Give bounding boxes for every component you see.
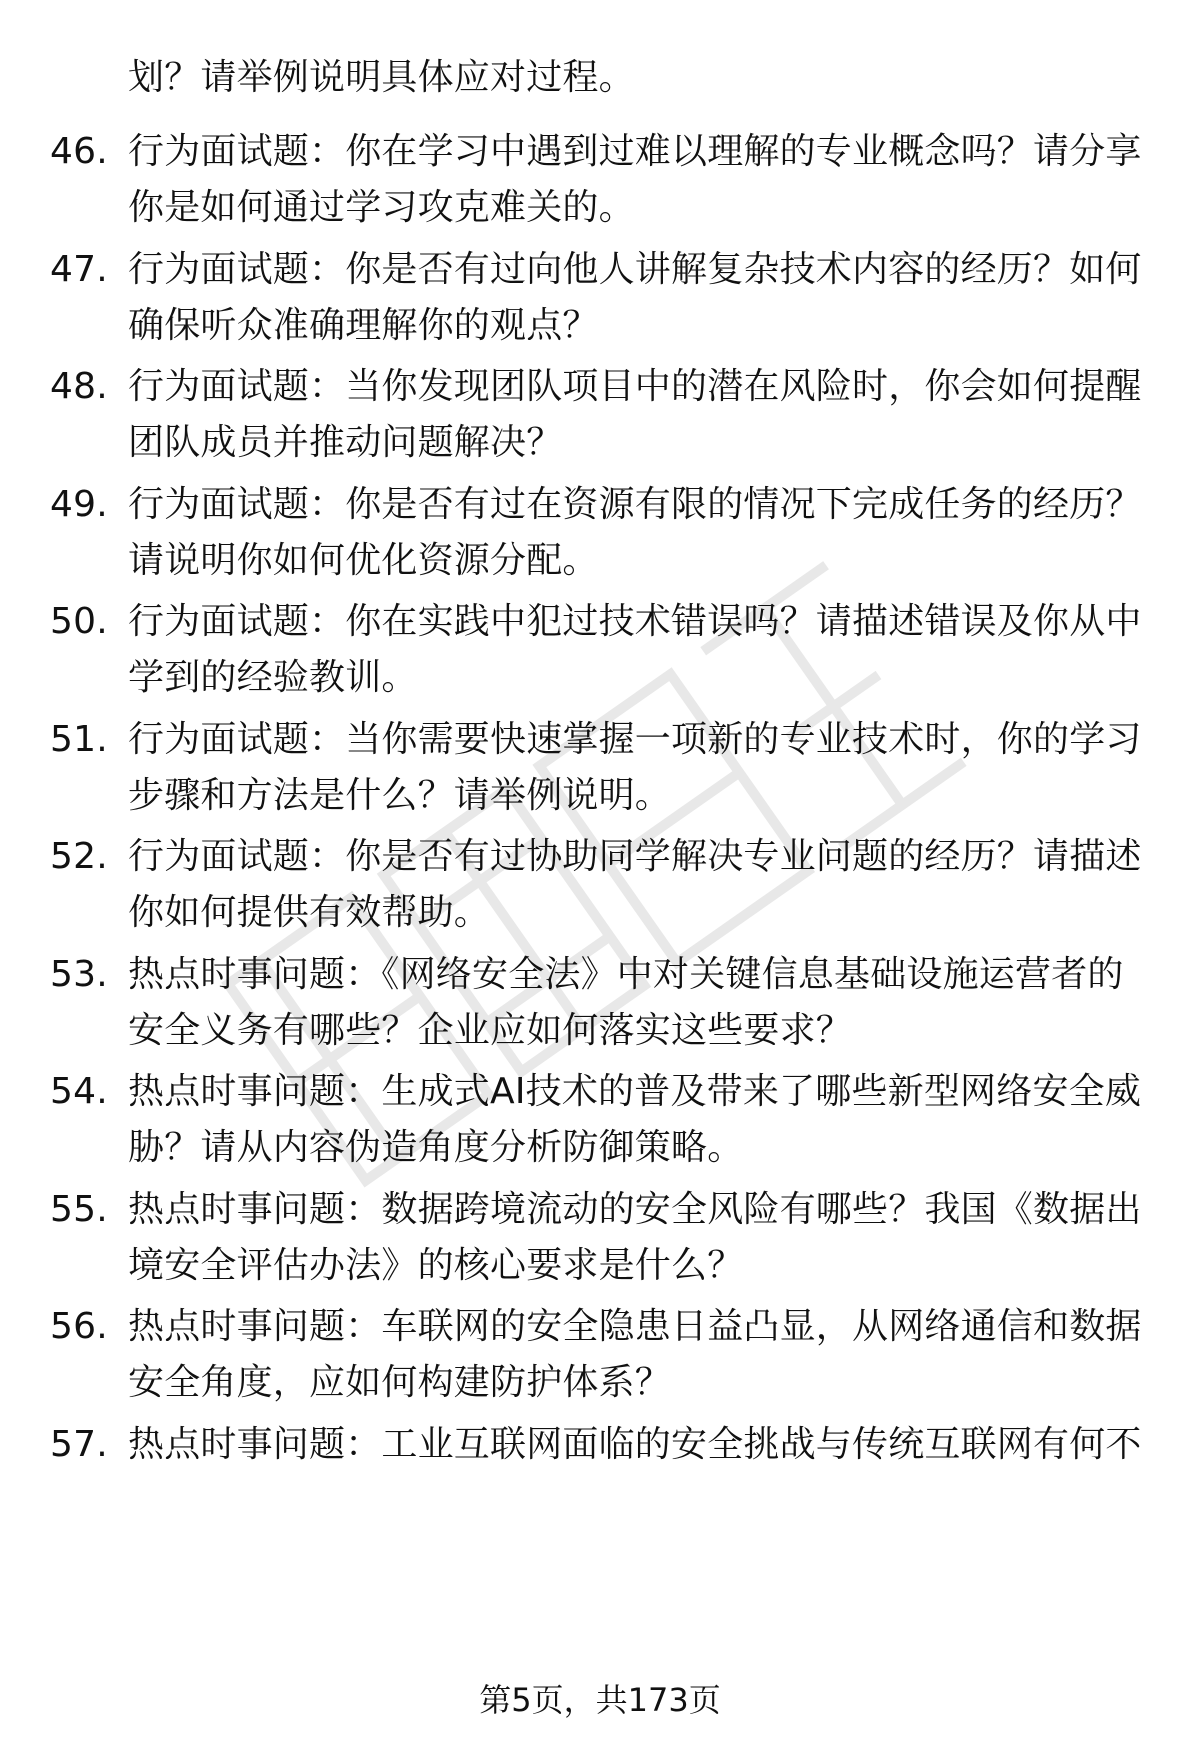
continuation-text: 划？请举例说明具体应对过程。 bbox=[128, 57, 635, 98]
item-text-line1: 行为面试题：你在学习中遇到过难以理解的专业概念吗？请分享 bbox=[128, 131, 1142, 172]
item-text-line2: 胁？请从内容伪造角度分析防御策略。 bbox=[128, 1127, 744, 1168]
item-text-line1: 热点时事问题：生成式AI技术的普及带来了哪些新型网络安全威 bbox=[128, 1071, 1142, 1112]
item-number: 46. bbox=[50, 131, 108, 172]
item-text-line1: 行为面试题：当你发现团队项目中的潜在风险时，你会如何提醒 bbox=[128, 366, 1142, 407]
item-text-line2: 团队成员并推动问题解决？ bbox=[128, 422, 563, 463]
item-text-line2: 请说明你如何优化资源分配。 bbox=[128, 539, 599, 581]
item-number: 49. bbox=[50, 483, 108, 525]
item-text-line2: 你如何提供有效帮助。 bbox=[128, 892, 491, 933]
item-text-line2: 学到的经验教训。 bbox=[128, 657, 418, 698]
item-number: 51. bbox=[50, 718, 108, 760]
item-text-line1: 热点时事问题：工业互联网面临的安全挑战与传统互联网有何不 bbox=[128, 1423, 1142, 1465]
item-number: 50. bbox=[50, 601, 108, 642]
item-number: 48. bbox=[50, 366, 108, 407]
item-text-line2: 安全角度，应如何构建防护体系？ bbox=[128, 1362, 672, 1403]
item-text-line1: 行为面试题：当你需要快速掌握一项新的专业技术时，你的学习 bbox=[128, 718, 1142, 760]
item-number: 47. bbox=[50, 248, 108, 290]
page-footer: 第5页，共173页 bbox=[479, 1681, 721, 1719]
item-text-line1: 行为面试题：你是否有过在资源有限的情况下完成任务的经历？ bbox=[128, 483, 1142, 525]
item-text-line2: 确保听众准确理解你的观点？ bbox=[128, 304, 599, 346]
item-text-line2: 步骤和方法是什么？请举例说明。 bbox=[128, 774, 672, 816]
item-number: 52. bbox=[50, 836, 108, 877]
item-number: 54. bbox=[50, 1071, 108, 1112]
item-text-line1: 热点时事问题：车联网的安全隐患日益凸显，从网络通信和数据 bbox=[128, 1306, 1142, 1347]
item-text-line1: 行为面试题：你是否有过向他人讲解复杂技术内容的经历？如何 bbox=[128, 248, 1142, 290]
item-text-line1: 热点时事问题：《网络安全法》中对关键信息基础设施运营者的 bbox=[128, 953, 1124, 995]
item-number: 56. bbox=[50, 1306, 108, 1347]
item-text-line2: 境安全评估办法》的核心要求是什么？ bbox=[128, 1244, 744, 1286]
item-number: 57. bbox=[50, 1423, 108, 1465]
item-text-line1: 热点时事问题：数据跨境流动的安全风险有哪些？我国《数据出 bbox=[128, 1188, 1142, 1230]
item-number: 55. bbox=[50, 1188, 108, 1230]
item-text-line1: 行为面试题：你是否有过协助同学解决专业问题的经历？请描述 bbox=[128, 836, 1142, 877]
item-text-line2: 安全义务有哪些？企业应如何落实这些要求？ bbox=[128, 1009, 853, 1051]
item-number: 53. bbox=[50, 953, 108, 995]
item-text-line1: 行为面试题：你在实践中犯过技术错误吗？请描述错误及你从中 bbox=[128, 601, 1142, 642]
item-text-line2: 你是如何通过学习攻克难关的。 bbox=[128, 187, 635, 228]
